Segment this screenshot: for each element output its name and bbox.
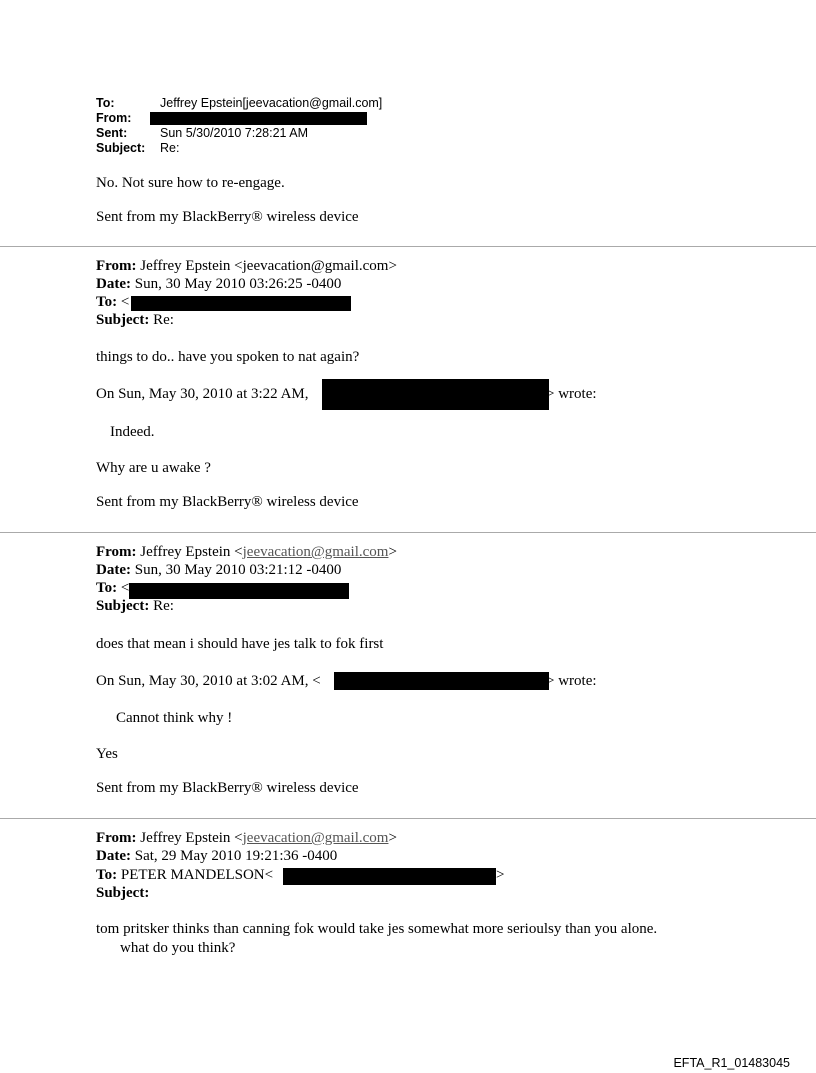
msg3-signature: Sent from my BlackBerry® wireless device xyxy=(96,780,359,796)
to-label: To: xyxy=(96,294,118,310)
msg2-reply: Why are u awake ? xyxy=(96,460,211,476)
date-value: Sat, 29 May 2010 19:21:36 -0400 xyxy=(134,848,338,864)
date-label: Date: xyxy=(96,562,131,578)
divider xyxy=(0,246,816,247)
to-label: To: xyxy=(96,96,115,110)
subject-label: Subject: xyxy=(96,141,146,155)
sent-value: Sun 5/30/2010 7:28:21 AM xyxy=(160,126,309,140)
msg3-subject xyxy=(96,597,174,615)
to-label: To: xyxy=(96,580,118,596)
msg2-subject xyxy=(96,311,174,329)
msg1-body: No. Not sure how to re-engage. xyxy=(96,175,285,191)
from-label: From: xyxy=(96,830,137,846)
msg2-to xyxy=(96,293,129,311)
msg4-body-line2: what do you think? xyxy=(120,940,236,956)
msg4-body-line1: tom pritsker thinks than canning fok would take jes somewhat more serioulsy than you alone. xyxy=(96,921,658,937)
subject-value: Re: xyxy=(160,141,180,155)
from-name: Jeffrey Epstein < xyxy=(140,544,243,560)
redaction-bar xyxy=(283,868,496,885)
date-label: Date: xyxy=(96,276,131,292)
msg1-signature: Sent from my BlackBerry® wireless device xyxy=(96,209,359,225)
msg2-quote-intro: On Sun, May 30, 2010 at 3:22 AM, xyxy=(96,386,309,402)
msg2-quote-text: Indeed. xyxy=(110,424,155,440)
from-close: > xyxy=(388,830,397,846)
subject-label: Subject: xyxy=(96,885,150,901)
email-link[interactable]: jeevacation@gmail.com xyxy=(242,544,389,560)
msg4-subject xyxy=(96,884,149,902)
msg3-body: does that mean i should have jes talk to fok first xyxy=(96,636,384,652)
msg3-to xyxy=(96,579,129,597)
date-value: Sun, 30 May 2010 03:26:25 -0400 xyxy=(134,276,342,292)
subject-label: Subject: xyxy=(96,312,150,328)
msg3-quote-intro: On Sun, May 30, 2010 at 3:02 AM, < xyxy=(96,673,321,689)
subject-value: Re: xyxy=(153,312,174,328)
msg4-date xyxy=(96,847,337,865)
subject-label: Subject: xyxy=(96,598,150,614)
divider xyxy=(0,532,816,533)
redaction-bar xyxy=(322,379,549,410)
to-value: PETER MANDELSON< xyxy=(120,867,274,883)
subject-value: Re: xyxy=(153,598,174,614)
msg4-to-close: > xyxy=(496,867,505,883)
divider xyxy=(0,818,816,819)
msg2-body: things to do.. have you spoken to nat again? xyxy=(96,349,360,365)
to-value: < xyxy=(120,580,130,596)
msg3-quote-wrote: > wrote: xyxy=(546,673,597,689)
from-value: Jeffrey Epstein <jeevacation@gmail.com> xyxy=(140,258,397,274)
top-header xyxy=(96,97,596,157)
redaction-bar xyxy=(150,112,367,125)
msg2-signature: Sent from my BlackBerry® wireless device xyxy=(96,494,359,510)
date-value: Sun, 30 May 2010 03:21:12 -0400 xyxy=(134,562,342,578)
email-link[interactable]: jeevacation@gmail.com xyxy=(242,830,389,846)
msg4-to xyxy=(96,866,273,884)
msg4-from xyxy=(96,829,397,847)
to-value: Jeffrey Epstein[jeevacation@gmail.com] xyxy=(160,96,383,110)
msg3-date xyxy=(96,561,341,579)
msg2-from xyxy=(96,257,397,275)
from-close: > xyxy=(388,544,397,560)
sent-label: Sent: xyxy=(96,126,128,140)
from-name: Jeffrey Epstein < xyxy=(140,830,243,846)
msg3-reply: Yes xyxy=(96,746,118,762)
to-label: To: xyxy=(96,867,118,883)
redaction-bar xyxy=(334,672,549,690)
msg2-date xyxy=(96,275,341,293)
from-label: From: xyxy=(96,258,137,274)
document-id: EFTA_R1_01483045 xyxy=(673,1056,790,1070)
date-label: Date: xyxy=(96,848,131,864)
msg3-from xyxy=(96,543,397,561)
msg3-quote-text: Cannot think why ! xyxy=(116,710,233,726)
from-label: From: xyxy=(96,111,132,125)
from-label: From: xyxy=(96,544,137,560)
redaction-bar xyxy=(131,296,351,311)
to-value: < xyxy=(120,294,130,310)
msg2-quote-wrote: > wrote: xyxy=(546,386,597,402)
